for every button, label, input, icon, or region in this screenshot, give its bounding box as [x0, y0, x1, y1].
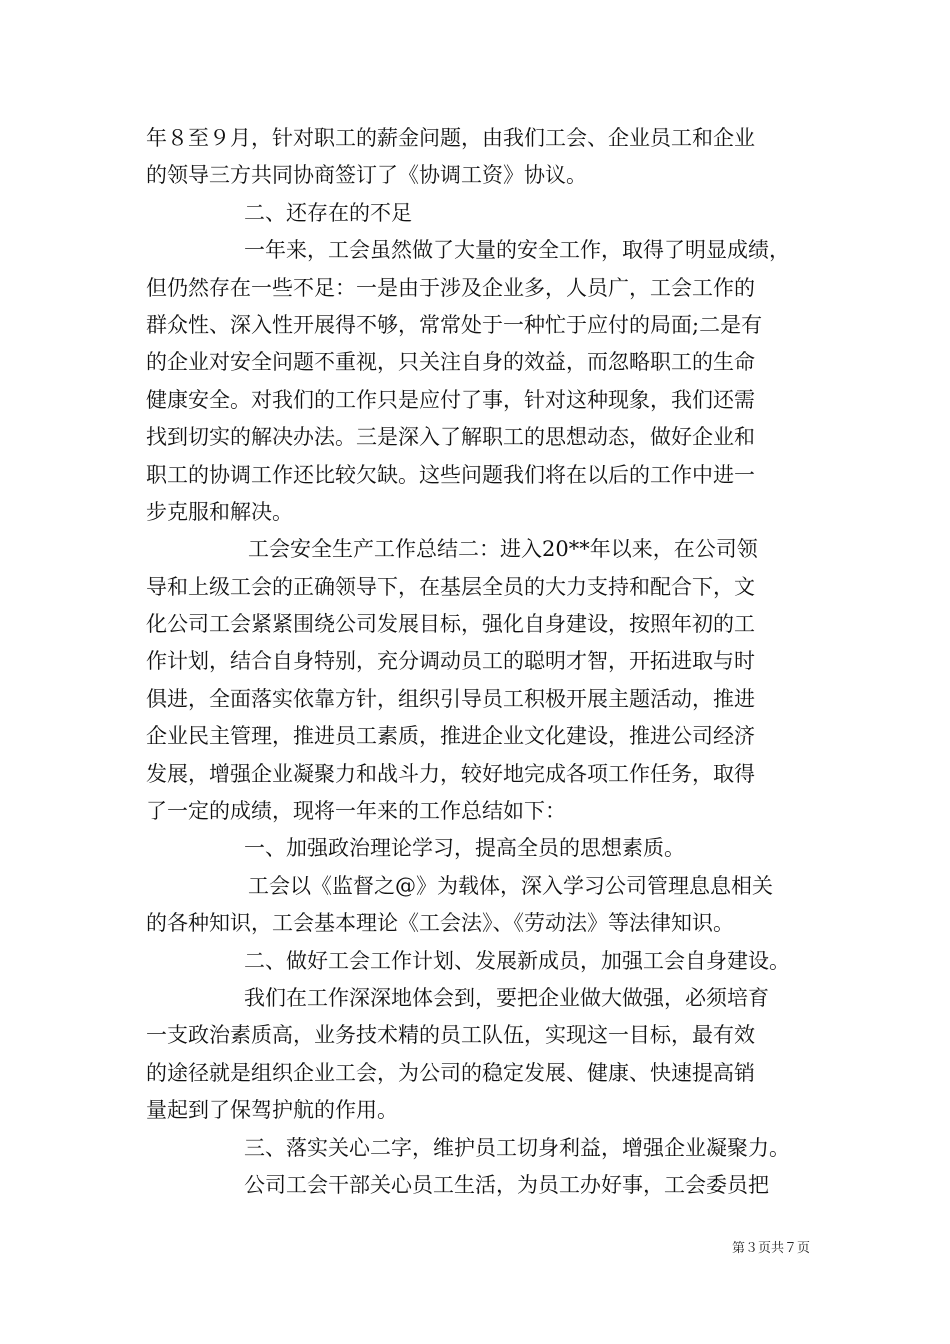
text-line: 的领导三方共同协商签订了《协调工资》协议。: [146, 163, 587, 188]
text-line: 工会以《监督之@》为载体，深入学习公司管理息息相关: [248, 873, 773, 898]
text-line: 的各种知识，工会基本理论《工会法》、《劳动法》等法律知识。: [146, 911, 734, 936]
text-line: 群众性、深入性开展得不够，常常处于一种忙于应付的局面;二是有: [146, 312, 763, 337]
text-line: 年８至９月，针对职工的薪金问题，由我们工会、企业员工和企业: [146, 126, 755, 150]
text-line: 一支政治素质高，业务技术精的员工队伍，实现这一目标，最有效: [146, 1023, 755, 1048]
text-line: 作计划，结合自身特别，充分调动员工的聪明才智，开拓进取与时: [146, 649, 755, 674]
text-line: 了一定的成绩，现将一年来的工作总结如下：: [146, 799, 566, 824]
text-line: 健康安全。对我们的工作只是应付了事，针对这种现象，我们还需: [146, 387, 755, 412]
text-line: 职工的协调工作还比较欠缺。这些问题我们将在以后的工作中进一: [146, 462, 755, 487]
text-line: 一年来，工会虽然做了大量的安全工作，取得了明显成绩，: [244, 238, 790, 263]
section-heading: 二、做好工会工作计划、发展新成员，加强工会自身建设。: [244, 948, 790, 973]
text-line: 但仍然存在一些不足：一是由于涉及企业多，人员广，工会工作的: [146, 275, 755, 300]
document-body: [146, 120, 806, 1204]
text-line: 化公司工会紧紧围绕公司发展目标，强化自身建设，按照年初的工: [146, 612, 755, 637]
text-line: 步克服和解决。: [146, 499, 293, 524]
section-heading: 一、加强政治理论学习，提高全员的思想素质。: [244, 836, 685, 861]
text-line: 发展，增强企业凝聚力和战斗力，较好地完成各项工作任务，取得: [146, 761, 755, 786]
text-line: 俱进，全面落实依靠方针，组织引导员工积极开展主题活动，推进: [146, 686, 755, 711]
text-line: 找到切实的解决办法。三是深入了解职工的思想动态，做好企业和: [146, 425, 755, 450]
text-line: 的途径就是组织企业工会，为公司的稳定发展、健康、快速提高销: [146, 1060, 755, 1085]
text-line: 的企业对安全问题不重视，只关注自身的效益，而忽略职工的生命: [146, 350, 755, 375]
page-number: 第３页共７页: [731, 1241, 810, 1256]
text-line: 工会安全生产工作总结二：进入20**年以来，在公司领: [248, 537, 758, 562]
text-line: 企业民主管理，推进员工素质，推进企业文化建设，推进公司经济: [146, 724, 755, 749]
section-heading: 二、还存在的不足: [244, 200, 412, 225]
section-heading: 三、落实关心二字，维护员工切身利益，增强企业凝聚力。: [244, 1135, 790, 1160]
text-line: 我们在工作深深地体会到，要把企业做大做强，必须培育: [244, 985, 769, 1010]
text-line: 公司工会干部关心员工生活，为员工办好事，工会委员把: [244, 1172, 769, 1197]
text-line: 量起到了保驾护航的作用。: [146, 1098, 398, 1123]
text-line: 导和上级工会的正确领导下，在基层全员的大力支持和配合下，文: [146, 574, 755, 599]
